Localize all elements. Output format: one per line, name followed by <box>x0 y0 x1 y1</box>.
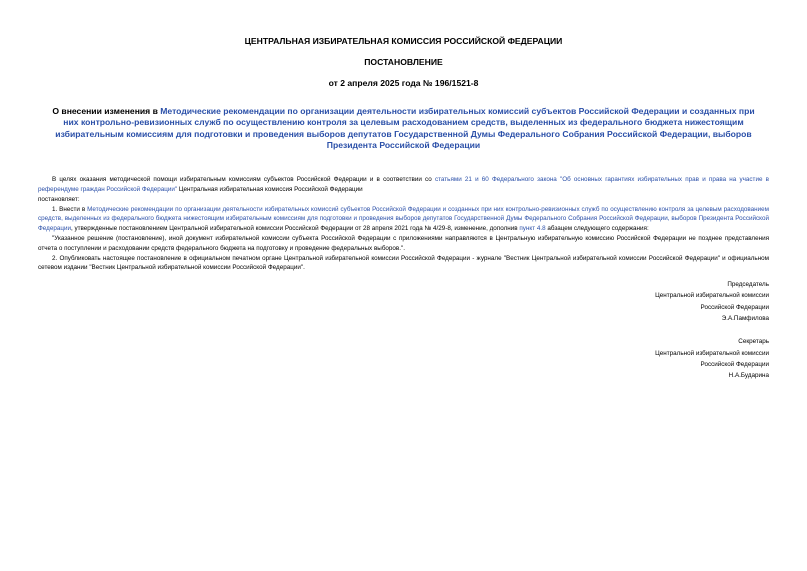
intro-paragraph <box>38 175 769 195</box>
secretary-org-line1: Центральной избирательной комиссии <box>655 349 769 357</box>
secretary-title: Секретарь <box>738 338 769 346</box>
title-prefix: О внесении изменения в <box>52 106 161 116</box>
item1-prefix: 1. Внести в <box>52 205 88 213</box>
chair-org-line2: Российской Федерации <box>700 303 769 311</box>
chair-title: Председатель <box>727 281 769 289</box>
law-articles-link[interactable]: статьями 21 и 60 Федерального закона "Об основных гарантиях избирательных прав и права на участие в референдуме граждан Российской Федерации" <box>38 176 769 193</box>
secretary-name: Н.А.Бударина <box>728 372 769 380</box>
document-title <box>48 106 759 151</box>
document-type: ПОСТАНОВЛЕНИЕ <box>364 57 443 67</box>
item-1-paragraph <box>38 205 769 234</box>
item1-mid: , утвержденные постановлением Центральной избирательной комиссии Российской Федерации от 28 апреля 2021 года № 4/29-8, изменение, дополнив <box>70 225 520 233</box>
document-body <box>38 175 769 273</box>
secretary-signature <box>38 336 769 381</box>
signatures <box>38 279 769 381</box>
item1-tail: абзацем следующего содержания: <box>545 225 649 233</box>
secretary-org-line2: Российской Федерации <box>700 360 769 368</box>
intro-tail: Центральная избирательная комиссия Российской Федерации <box>177 185 363 193</box>
intro-text: В целях оказания методической помощи избирательным комиссиям субъектов Российской Федерации и в соответствии со <box>52 176 435 184</box>
chair-org-line1: Центральной избирательной комиссии <box>655 292 769 300</box>
title-link-methodical-recommendations[interactable]: Методические рекомендации по организации деятельности избирательных комиссий субъектов Российской Федерации и созданных при них контрольно-ревизионных служб по осуществлению контроля за целевым расходованием средств, выделенных из федерального бюджета нижестоящим избирательным комиссиям для подготовки и проведения выборов депутатов Государственной Думы Федерального Собрания Российской Федерации, выборов Президента Российской Федерации <box>55 106 755 150</box>
chair-signature <box>38 279 769 324</box>
item1-clause-link[interactable]: пункт 4.8 <box>519 225 546 233</box>
document-date-number: от 2 апреля 2025 года № 196/1521-8 <box>328 78 479 88</box>
chair-name: Э.А.Памфилова <box>721 315 769 323</box>
resolves-paragraph: постановляет: <box>38 195 80 203</box>
quote-paragraph: "Указанное решение (постановление), иной документ избирательной комиссии субъекта Российской Федерации с приложениями направляются в Центральную избирательную комиссию Российской Федерации не позднее представления отчета о поступлении и расходовании средств федерального бюджета на подготовку и проведение федеральных выборов.". <box>38 234 769 252</box>
item-2-paragraph: 2. Опубликовать настоящее постановление в официальном печатном органе Центральной избирательной комиссии Российской Федерации - журнале "Вестник Центральной избирательной комиссии Российской Федерации" и официальном сетевом издании "Вестник Центральной избирательной комиссии Российской Федерации". <box>38 254 769 272</box>
item1-recommendations-link[interactable]: Методические рекомендации по организации деятельности избирательных комиссий субъектов Российской Федерации и созданных при них контрольно-ревизионных служб по осуществлению контроля за целевым расходованием средств, выделенных из федерального бюджета нижестоящим избирательным комиссиям для подготовки и проведения выборов депутатов Государственной Думы Федерального Собрания Российской Федерации, выборов Президента Российской Федерации <box>38 205 770 233</box>
issuing-organization: ЦЕНТРАЛЬНАЯ ИЗБИРАТЕЛЬНАЯ КОМИССИЯ РОССИЙСКОЙ ФЕДЕРАЦИИ <box>244 36 563 46</box>
